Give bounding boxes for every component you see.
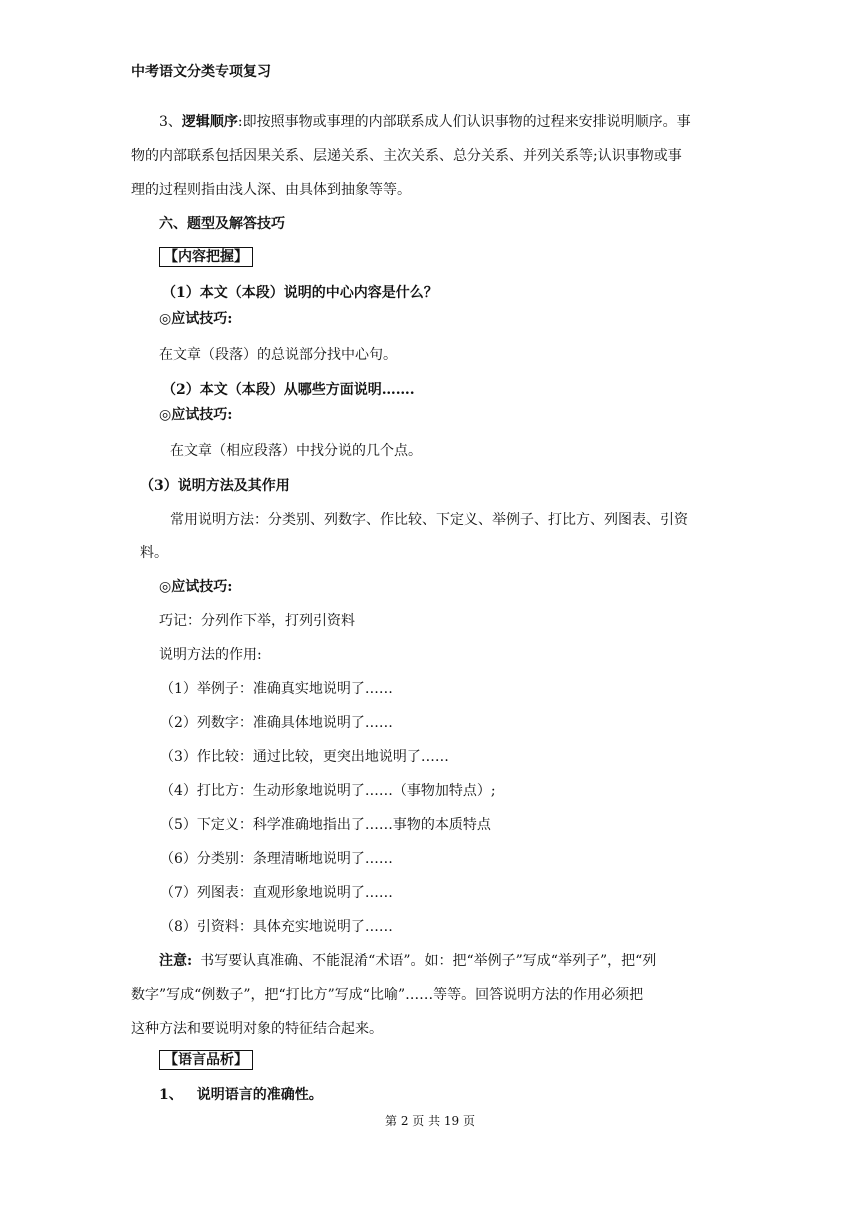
- item-number: 3、: [159, 114, 182, 130]
- section-heading: 六、题型及解答技巧: [159, 216, 285, 232]
- effect-item: （1）举例子：准确真实地说明了……: [160, 681, 393, 697]
- term-logical-order: 逻辑顺序: [181, 114, 238, 130]
- note-paragraph: [159, 951, 656, 971]
- effects-title: 说明方法的作用:: [159, 647, 262, 663]
- tip-label: ◎应试技巧:: [159, 579, 233, 595]
- tip-label: ◎应试技巧:: [159, 311, 233, 327]
- note-text: 书写要认真准确、不能混淆“术语”。如：把“举例子”写成“举列子”，把“列: [200, 953, 657, 969]
- note-label: 注意:: [159, 953, 193, 969]
- mnemonic-text: 巧记：分列作下举，打列引资料: [159, 613, 355, 629]
- page-footer: 第 2 页 共 19 页: [385, 1114, 475, 1128]
- tip-label: ◎应试技巧:: [159, 407, 233, 423]
- paragraph-logical-order: [159, 112, 691, 132]
- effect-item: （6）分类别：条理清晰地说明了……: [160, 851, 393, 867]
- effect-item: （2）列数字：准确具体地说明了……: [160, 715, 393, 731]
- effect-item: （3）作比较：通过比较，更突出地说明了……: [160, 749, 449, 765]
- effect-item: （4）打比方：生动形象地说明了……（事物加特点）;: [160, 783, 496, 799]
- paragraph-line: 理的过程则指由浅人深、由具体到抽象等等。: [131, 182, 411, 198]
- item-number: 1、: [159, 1087, 183, 1103]
- boxed-label: 【语言品析】: [159, 1050, 253, 1070]
- effect-item: （8）引资料：具体充实地说明了……: [160, 919, 393, 935]
- page-header-title: 中考语文分类专项复习: [131, 64, 271, 80]
- item-text: 说明语言的准确性。: [196, 1087, 323, 1103]
- paragraph-text: :即按照事物或事理的内部联系成人们认识事物的过程来安排说明顺序。事: [237, 114, 691, 130]
- boxed-heading-content: [159, 247, 253, 267]
- boxed-label: 【内容把握】: [159, 247, 253, 267]
- answer-text: 在文章（段落）的总说部分找中心句。: [159, 347, 397, 363]
- boxed-heading-language: [159, 1050, 253, 1070]
- note-text: 数字”写成“例数子”，把“打比方”写成“比喻”……等等。回答说明方法的作用必须把: [131, 987, 644, 1003]
- numbered-heading: [159, 1085, 323, 1105]
- question-heading: （2）本文（本段）从哪些方面说明…….: [162, 382, 415, 398]
- methods-text: 料。: [140, 545, 168, 561]
- answer-text: 在文章（相应段落）中找分说的几个点。: [170, 443, 422, 459]
- paragraph-line: 物的内部联系包括因果关系、层递关系、主次关系、总分关系、并列关系等;认识事物或事: [131, 148, 682, 164]
- methods-text: 常用说明方法：分类别、列数字、作比较、下定义、举例子、打比方、列图表、引资: [170, 512, 688, 528]
- effect-item: （7）列图表：直观形象地说明了……: [160, 885, 393, 901]
- note-text: 这种方法和要说明对象的特征结合起来。: [131, 1021, 383, 1037]
- effect-item: （5）下定义：科学准确地指出了……事物的本质特点: [160, 817, 491, 833]
- question-heading: （3）说明方法及其作用: [140, 478, 290, 494]
- question-heading: （1）本文（本段）说明的中心内容是什么？: [162, 285, 438, 301]
